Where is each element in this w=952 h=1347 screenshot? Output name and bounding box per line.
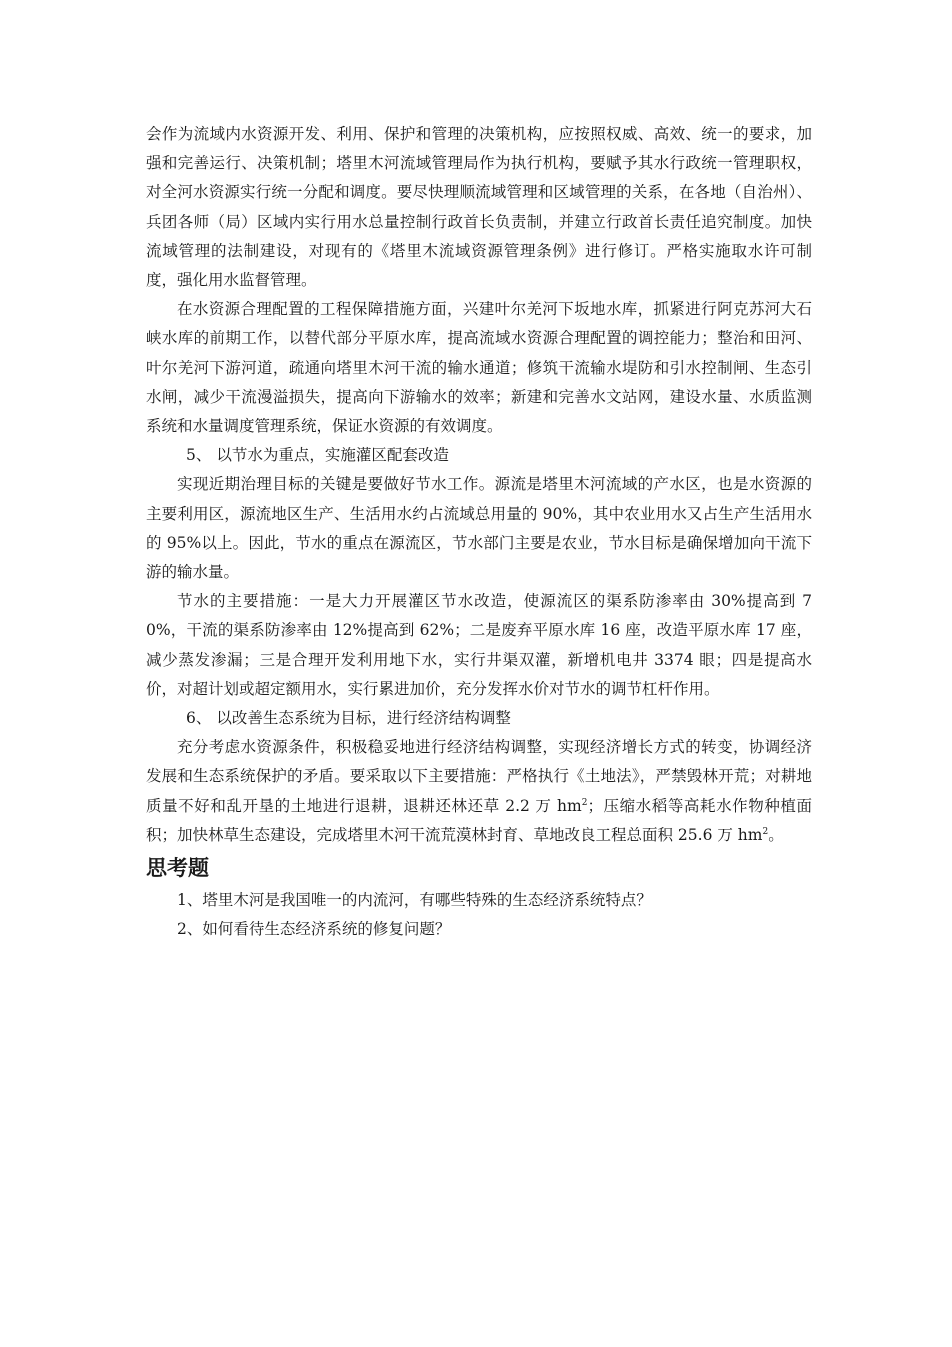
subheading-number: 6、 bbox=[186, 709, 212, 728]
paragraph-watershed-management: 会作为流域内水资源开发、利用、保护和管理的决策机构，应按照权威、高效、统一的要求，加强和完善运行、决策机制；塔里木河流域管理局作为执行机构，要赋予其水行政统一管理职权，对全河水资源实行统一分配和调度。要尽快理顺流域管理和区域管理的关系，在各地（自治州）、兵团各师（局）区域内实行用水总量控制行政首长负责制，并建立行政首长责任追究制度。加快流域管理的法制建设，对现有的《塔里木流域资源管理条例》进行修订。严格实施取水许可制度，强化用水监督管理。 bbox=[146, 125, 812, 290]
subheading-number: 5、 bbox=[186, 446, 212, 465]
paragraph-text-part: ；压缩水稻等高耗水作物种植面积；加快林草生态建设，完成塔里木河干流荒漠林封育、草地改良工程总面积 25.6 万 hm bbox=[146, 796, 812, 844]
section-title-questions: 思考题 bbox=[146, 856, 209, 881]
superscript: 2 bbox=[581, 797, 588, 808]
document-page bbox=[146, 120, 812, 944]
paragraph-water-saving-measures: 节水的主要措施：一是大力开展灌区节水改造，使源流区的渠系防渗率由 30%提高到 70%，干流的渠系防渗率由 12%提高到 62%；二是废弃平原水库 16 座，改造平原水库 17 座，减少蒸发渗漏；三是合理开发利用地下水，实行井渠双灌，新增机电井 3374 眼；四是提高水价，对超计划或超定额用水，实行累进加价，充分发挥水价对节水的调节杠杆作用。 bbox=[146, 592, 812, 698]
subheading-text: 以节水为重点，实施灌区配套改造 bbox=[216, 446, 449, 465]
subheading-text: 以改善生态系统为目标，进行经济结构调整 bbox=[216, 709, 511, 728]
subheading-water-saving bbox=[146, 441, 812, 470]
superscript: 2 bbox=[762, 826, 769, 837]
question-1: 1、塔里木河是我国唯一的内流河，有哪些特殊的生态经济系统特点？ bbox=[177, 891, 652, 910]
question-2: 2、如何看待生态经济系统的修复问题？ bbox=[177, 920, 451, 939]
paragraph-text-part: 。 bbox=[768, 825, 784, 844]
paragraph-engineering-measures: 在水资源合理配置的工程保障措施方面，兴建叶尔羌河下坂地水库，抓紧进行阿克苏河大石峡水库的前期工作，以替代部分平原水库，提高流域水资源合理配置的调控能力；整治和田河、叶尔羌河下游河道，疏通向塔里木河干流的输水通道；修筑干流输水堤防和引水控制闸、生态引水闸，减少干流漫溢损失，提高向下游输水的效率；新建和完善水文站网，建设水量、水质监测系统和水量调度管理系统，保证水资源的有效调度。 bbox=[146, 300, 812, 436]
paragraph-text-part: 充分考虑水资源条件，积极稳妥地进行经济结构调整，实现经济增长方式的转变，协调经济发展和生态系统保护的矛盾。要采取以下主要措施：严格执行《土地法》，严禁毁林开荒；对耕地质量不好和乱开垦的土地进行退耕，退耕还林还草 2.2 万 hm bbox=[146, 738, 812, 815]
subheading-ecosystem bbox=[146, 704, 812, 733]
paragraph-economic-restructuring bbox=[146, 733, 812, 850]
paragraph-water-saving-goal: 实现近期治理目标的关键是要做好节水工作。源流是塔里木河流域的产水区，也是水资源的主要利用区，源流地区生产、生活用水约占流域总用量的 90%，其中农业用水又占生产生活用水的 95%以上。因此，节水的重点在源流区，节水部门主要是农业，节水目标是确保增加向干流下游的输水量。 bbox=[146, 475, 812, 582]
